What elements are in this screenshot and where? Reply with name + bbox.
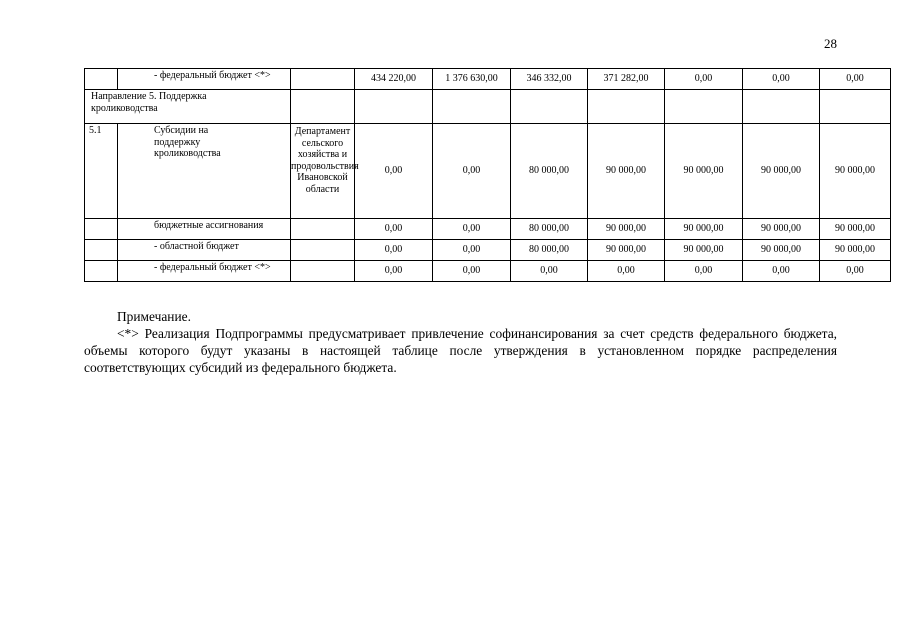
value-cell: 1 376 630,00 xyxy=(433,69,511,90)
value-cell: 371 282,00 xyxy=(588,69,665,90)
value-cell: 0,00 xyxy=(743,261,820,282)
value-cell: 0,00 xyxy=(665,69,743,90)
value-cell xyxy=(743,90,820,124)
row-name-cell: Субсидии на поддержку кролиководства xyxy=(118,124,291,219)
row-number-cell: 5.1 xyxy=(85,124,118,219)
value-cell: 0,00 xyxy=(355,124,433,219)
value-cell: 0,00 xyxy=(433,261,511,282)
page-number: 28 xyxy=(824,36,837,51)
value-cell: 434 220,00 xyxy=(355,69,433,90)
value-cell: 90 000,00 xyxy=(820,219,891,240)
row-name-cell: - федеральный бюджет <*> xyxy=(118,69,291,90)
value-cell: 90 000,00 xyxy=(820,240,891,261)
value-cell xyxy=(820,90,891,124)
value-cell: 346 332,00 xyxy=(511,69,588,90)
footnote xyxy=(84,308,837,376)
value-cell: 0,00 xyxy=(820,261,891,282)
value-cell: 90 000,00 xyxy=(743,219,820,240)
executor-cell xyxy=(291,240,355,261)
note-title: Примечание. xyxy=(117,309,191,324)
value-cell: 0,00 xyxy=(433,240,511,261)
value-cell: 0,00 xyxy=(665,261,743,282)
value-cell: 0,00 xyxy=(355,240,433,261)
value-cell: 90 000,00 xyxy=(588,124,665,219)
value-cell xyxy=(355,90,433,124)
value-cell: 80 000,00 xyxy=(511,124,588,219)
executor-cell xyxy=(291,261,355,282)
value-cell xyxy=(665,90,743,124)
value-cell: 90 000,00 xyxy=(743,124,820,219)
row-name-cell: - областной бюджет xyxy=(118,240,291,261)
value-cell: 80 000,00 xyxy=(511,240,588,261)
value-cell: 90 000,00 xyxy=(588,240,665,261)
row-number-cell xyxy=(85,69,118,90)
value-cell xyxy=(511,90,588,124)
row-number-cell xyxy=(85,219,118,240)
value-cell: 0,00 xyxy=(820,69,891,90)
note-text: <*> Реализация Подпрограммы предусматривает привлечение софинансирования за счет средств федерального бюджета, объемы которого будут указаны в настоящей таблице после утверждения в установленном порядке распределения соответствующих субсидий из федерального бюджета. xyxy=(84,326,837,375)
value-cell: 0,00 xyxy=(355,261,433,282)
value-cell: 0,00 xyxy=(433,219,511,240)
value-cell: 90 000,00 xyxy=(665,219,743,240)
row-name-cell: - федеральный бюджет <*> xyxy=(118,261,291,282)
value-cell: 0,00 xyxy=(433,124,511,219)
value-cell: 90 000,00 xyxy=(588,219,665,240)
executor-cell xyxy=(291,219,355,240)
table-row xyxy=(85,219,891,240)
table-row xyxy=(85,240,891,261)
executor-cell xyxy=(291,90,355,124)
table-row xyxy=(85,261,891,282)
value-cell xyxy=(588,90,665,124)
row-number-cell xyxy=(85,240,118,261)
value-cell: 90 000,00 xyxy=(665,240,743,261)
row-name-cell: бюджетные ассигнования xyxy=(118,219,291,240)
table-row xyxy=(85,69,891,90)
value-cell: 80 000,00 xyxy=(511,219,588,240)
value-cell: 0,00 xyxy=(743,69,820,90)
value-cell: 90 000,00 xyxy=(665,124,743,219)
value-cell: 90 000,00 xyxy=(743,240,820,261)
value-cell xyxy=(433,90,511,124)
table-row xyxy=(85,124,891,219)
row-number-cell xyxy=(85,261,118,282)
budget-table xyxy=(84,68,891,282)
value-cell: 0,00 xyxy=(355,219,433,240)
value-cell: 0,00 xyxy=(511,261,588,282)
value-cell: 90 000,00 xyxy=(820,124,891,219)
executor-cell xyxy=(291,69,355,90)
value-cell: 0,00 xyxy=(588,261,665,282)
table-row xyxy=(85,90,891,124)
executor-cell: Департамент сельского хозяйства и продовольствия Ивановской области xyxy=(291,124,355,219)
direction-title-cell: Направление 5. Поддержка кролиководства xyxy=(85,90,291,124)
